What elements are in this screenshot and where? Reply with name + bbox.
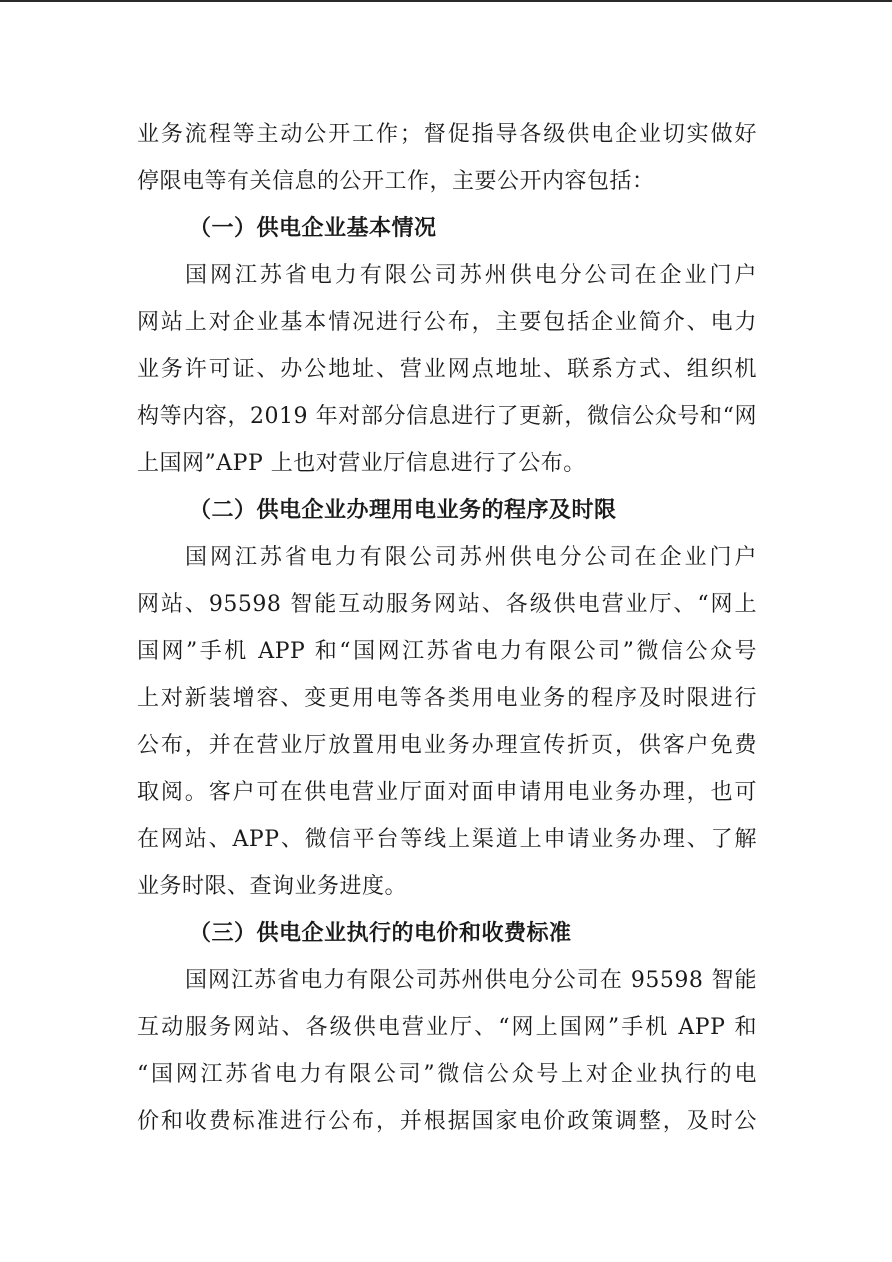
text-line: 构等内容，2019 年对部分信息进行了更新，微信公众号和“网 [137,404,757,429]
document-page [137,111,757,1145]
text-line: 网站上对企业基本情况进行公布，主要包括企业简介、电力 [137,310,757,335]
text-line: “国网江苏省电力有限公司”微信公众号上对企业执行的电 [137,1062,757,1087]
text-line: 国网”手机 APP 和“国网江苏省电力有限公司”微信公众号 [137,639,757,664]
text-line: 国网江苏省电力有限公司苏州供电分公司在 95598 智能 [185,968,757,993]
top-border-line [0,0,892,2]
text-line: 公布，并在营业厅放置用电业务办理宣传折页，供客户免费 [137,733,757,758]
text-line: 国网江苏省电力有限公司苏州供电分公司在企业门户 [185,263,757,288]
paragraph-intro [137,111,757,205]
text-line: 上对新装增容、变更用电等各类用电业务的程序及时限进行 [137,686,757,711]
section-heading-1: （一）供电企业基本情况 [189,216,437,241]
text-line: 价和收费标准进行公布，并根据国家电价政策调整，及时公 [137,1109,757,1134]
text-line: 停限电等有关信息的公开工作，主要公开内容包括： [137,169,655,194]
text-line: 业务流程等主动公开工作；督促指导各级供电企业切实做好 [137,122,757,147]
section-heading-2: （二）供电企业办理用电业务的程序及时限 [189,498,617,523]
paragraph-pricing [137,957,757,1145]
text-line: 业务时限、查询业务进度。 [137,874,408,899]
text-line: 网站、95598 智能互动服务网站、各级供电营业厅、“网上 [137,592,757,617]
text-line: 互动服务网站、各级供电营业厅、“网上国网”手机 APP 和 [137,1015,757,1040]
text-line: 上国网”APP 上也对营业厅信息进行了公布。 [137,451,586,476]
text-line: 业务许可证、办公地址、营业网点地址、联系方式、组织机 [137,357,757,382]
text-line: 取阅。客户可在供电营业厅面对面申请用电业务办理，也可 [137,780,757,805]
paragraph-basic-info [137,252,757,487]
text-line: 国网江苏省电力有限公司苏州供电分公司在企业门户 [185,545,757,570]
section-heading-3: （三）供电企业执行的电价和收费标准 [189,921,572,946]
text-line: 在网站、APP、微信平台等线上渠道上申请业务办理、了解 [137,827,757,852]
paragraph-procedures [137,534,757,910]
